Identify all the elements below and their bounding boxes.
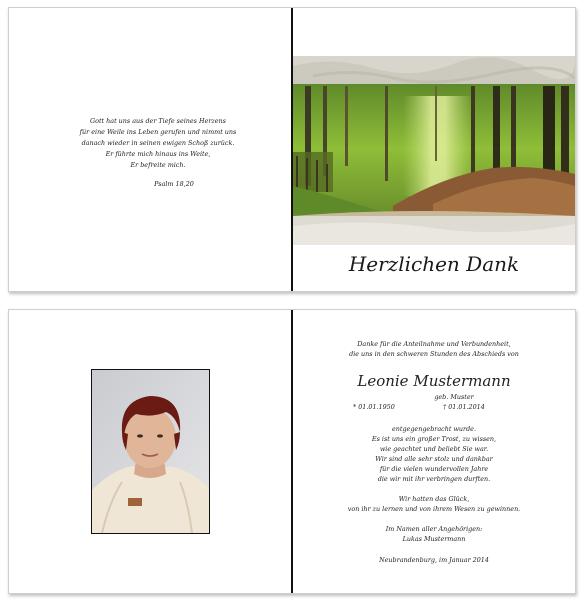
text-line: Wir sind alle sehr stolz und dankbar xyxy=(375,455,493,463)
birth-date: * 01.01.1950 xyxy=(353,403,395,411)
forest-path-image xyxy=(293,56,575,245)
quote-line: Gott hat uns aus der Tiefe seines Herzens xyxy=(90,117,226,125)
quote-line: Er befreite mich. xyxy=(130,161,186,169)
text-line: Wir hatten das Glück, xyxy=(398,495,470,503)
portrait-photo xyxy=(91,369,210,534)
family-line: Lukas Mustermann xyxy=(402,535,466,543)
death-date: † 01.01.2014 xyxy=(443,403,485,411)
text-line: von ihr zu lernen und von ihrem Wesen zu gewinnen. xyxy=(347,505,521,513)
text-line: die wir mit ihr verbringen durften. xyxy=(377,475,491,483)
card-title: Herzlichen Dank xyxy=(348,252,520,276)
quote-line: für eine Weile ins Leben gerufen und nimmt uns xyxy=(79,128,237,136)
intro-line: Danke für die Anteilnahme und Verbundenheit, xyxy=(357,340,511,348)
maiden-name: geb. Muster xyxy=(434,393,474,401)
text-line: entgegengebracht wurde. xyxy=(392,425,476,433)
text-line: Es ist uns ein großer Trost, zu wissen, xyxy=(371,435,497,443)
quote-line: Er führte mich hinaus ins Weite, xyxy=(105,150,211,158)
text-line: für die vielen wundervollen Jahre xyxy=(379,465,489,473)
card-front xyxy=(8,7,576,292)
deceased-name: Leonie Mustermann xyxy=(357,372,511,390)
family-line: Im Namen aller Angehörigen: xyxy=(385,525,483,533)
card-inside xyxy=(8,309,576,594)
psalm-quote xyxy=(39,116,277,190)
quote-line: danach wieder in seinen ewigen Schoß zurück. xyxy=(81,139,235,147)
place-date: Neubrandenburg, im Januar 2014 xyxy=(379,556,489,564)
text-line: wie geachtet und beliebt Sie war. xyxy=(379,445,489,453)
intro-line: die uns in den schweren Stunden des Abschieds von xyxy=(349,350,519,358)
quote-reference: Psalm 18,20 xyxy=(154,180,194,188)
